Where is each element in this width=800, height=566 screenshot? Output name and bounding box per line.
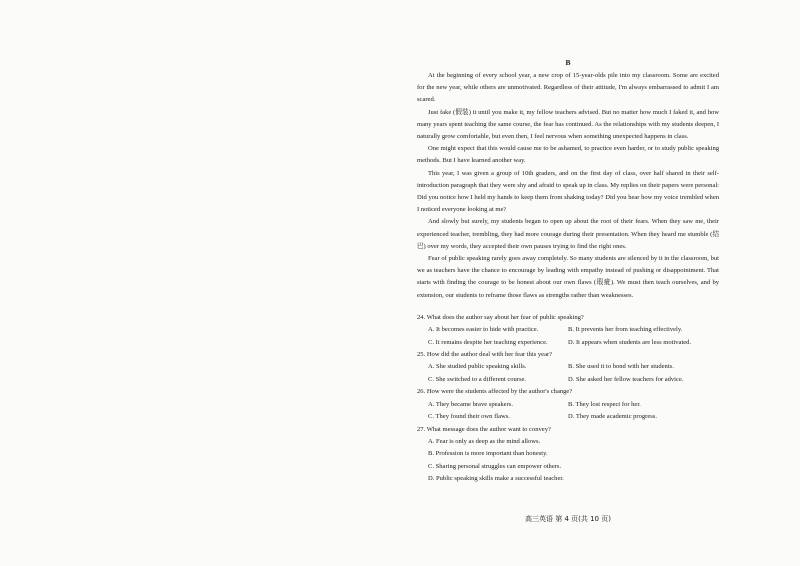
option-b: B. They lost respect for her. — [568, 400, 641, 408]
option-a: A. They became brave speakers. — [428, 400, 513, 408]
option-row — [417, 337, 719, 349]
option-c: C. It remains despite her teaching experience. — [428, 338, 548, 346]
option-b: B. She used it to bond with her students. — [568, 363, 674, 371]
passage-paragraph: At the beginning of every school year, a new crop of 15-year-olds pile into my classroom. Some are excited for the new year, while others are unmotivated. Regardless of their attitude, I'm always embarrassed to admit I am scared. — [417, 72, 719, 104]
option-row — [417, 361, 719, 373]
question-stem: 25. How did the author deal with her fear this year? — [417, 351, 553, 359]
passage-paragraph: And slowly but surely, my students began to open up about the root of their fears. When they saw me, their experienced teacher, trembling, they had more courage during their presentation. When they heard me stumble (结巴) over my words, they accepted their own pauses trying to find the right ones. — [417, 218, 719, 250]
option-row — [417, 411, 719, 423]
question-stem: 24. What does the author say about her fear of public speaking? — [417, 313, 584, 321]
option-a: A. It becomes easier to hide with practice. — [428, 326, 539, 334]
option-a: A. Fear is only as deep as the mind allows. — [428, 437, 541, 445]
section-label: B — [565, 58, 571, 67]
question-24 — [417, 312, 719, 349]
reading-column — [417, 58, 719, 486]
passage — [417, 70, 719, 302]
option-c: C. She switched to a different course. — [428, 375, 527, 383]
option-d: D. She asked her fellow teachers for advice. — [568, 375, 684, 383]
question-stem: 27. What message does the author want to convey? — [417, 425, 551, 433]
option-b: B. Profession is more important than honesty. — [428, 450, 548, 458]
question-stem: 26. How were the students affected by the author's change? — [417, 388, 573, 396]
option-d: D. It appears when students are less motivated. — [568, 338, 692, 346]
option-row — [417, 399, 719, 411]
option-row — [417, 324, 719, 336]
option-a: A. She studied public speaking skills. — [428, 363, 527, 371]
question-26 — [417, 386, 719, 423]
option-d: D. They made academic progress. — [568, 413, 657, 421]
passage-paragraph: One might expect that this would cause me to be ashamed, to practice even harder, or to study public speaking methods. But I have learned another way. — [417, 145, 719, 165]
option-row — [417, 374, 719, 386]
question-25 — [417, 349, 719, 386]
question-list — [417, 312, 719, 486]
passage-paragraph: Just fake (假装) it until you make it, my fellow teachers advised. But no matter how much I faked it, and how many years spent teaching the same course, the fear has continued. As the relationships with my students deepen, I naturally grow comfortable, but even then, I feel nervous when something unexpected happens in class. — [417, 108, 719, 141]
page-footer: 高三英语 第 4 页(共 10 页) — [525, 515, 611, 523]
passage-paragraph: Fear of public speaking rarely goes away completely. So many students are silenced by it in the classroom, but we as teachers have the chance to encourage by leading with empathy instead of pushing or disappointment. That starts with finding the courage to be honest about our own flaws (瑕疵). We must then teach ourselves, and by extension, our students to reframe those flaws as strengths rather than weaknesses. — [417, 255, 719, 299]
option-c: C. Sharing personal struggles can empower others. — [428, 462, 562, 470]
option-c: C. They found their own flaws. — [428, 413, 510, 421]
passage-paragraph: This year, I was given a group of 10th graders, and on the first day of class, over half shared in their self-introduction paragraph that they were shy and afraid to speak up in class. My replies on their papers were personal: Did you notice how I held my hands to keep them from shaking today? Did you hear how my voice trembled when I noticed everyone looking at me? — [417, 169, 719, 214]
question-27 — [417, 424, 719, 486]
option-b: B. It prevents her from teaching effectively. — [568, 326, 683, 334]
option-d: D. Public speaking skills make a successful teacher. — [428, 475, 564, 483]
